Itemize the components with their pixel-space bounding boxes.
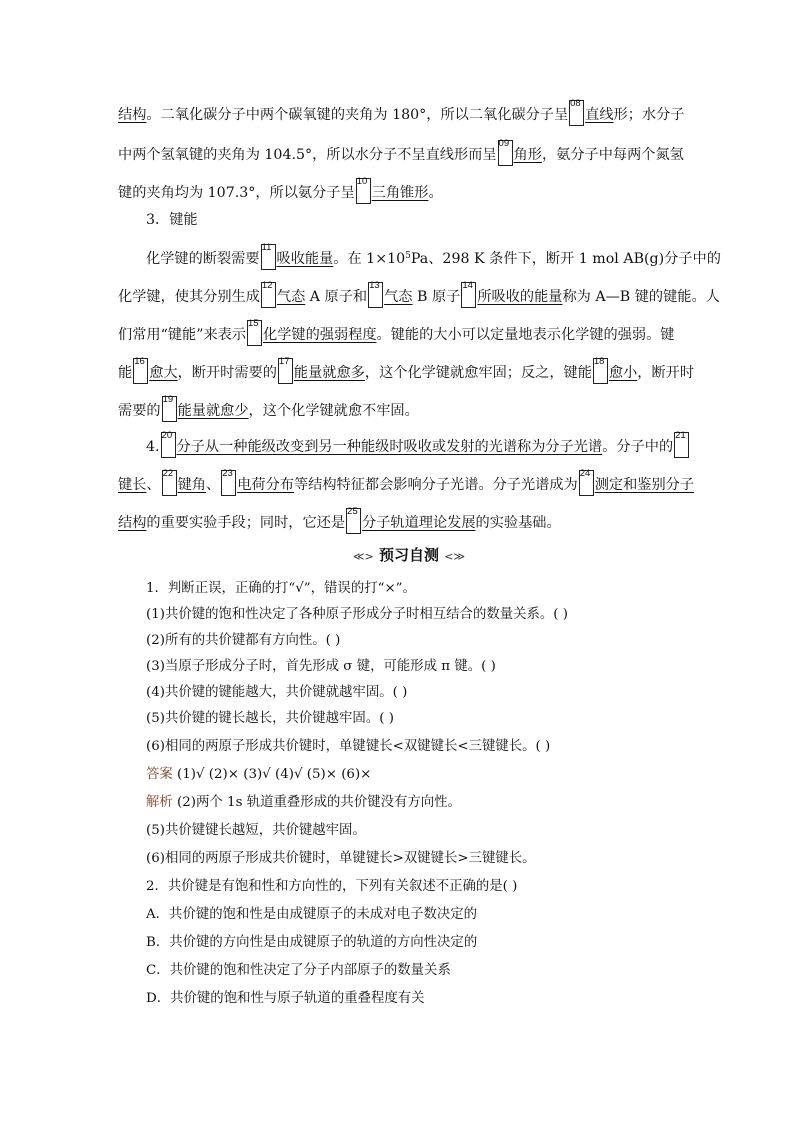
text-line: [118, 280, 720, 308]
text-line: [146, 432, 706, 458]
answer-text: 能量就愈少: [177, 403, 249, 419]
text-run: 化学键，使其分别生成: [118, 289, 260, 305]
question-item: (1)共价键的饱和性决定了各种原子形成分子时相互结合的数量关系。( ): [146, 607, 568, 622]
answer-text: 分子从一种能级改变到另一种能级时吸收或发射的光谱称为分子光谱: [176, 439, 603, 455]
blank-marker: 23: [221, 470, 236, 496]
text-run: Pa、298 K 条件下，断开 1 mol AB(g)分子中的: [410, 251, 721, 267]
option-item: D．共价键的饱和性与原子轨道的重叠程度有关: [146, 991, 425, 1006]
blank-marker: 16: [133, 358, 148, 384]
answer-line: [146, 766, 706, 784]
blank-marker: 25: [346, 508, 361, 534]
answer-text: (1)√ (2)× (3)√ (4)√ (5)× (6)×: [172, 767, 372, 782]
question-item: (2)所有的共价键都有方向性。( ): [146, 633, 341, 648]
text-line: [146, 242, 721, 270]
question-item: (6)相同的两原子形成共价键时，单键键长<双键键长<三键键长。( ): [146, 739, 551, 754]
text-line: [118, 138, 684, 166]
text-run: 。在 1×10: [333, 251, 406, 267]
blank-marker: 20: [161, 432, 176, 458]
superscript: 5: [405, 251, 411, 261]
text-line: [118, 356, 695, 384]
text-run: 、: [146, 477, 161, 493]
blank-marker: 11: [261, 244, 276, 270]
text-run: 键的夹角均为 107.3°，所以氨分子呈: [118, 185, 355, 201]
blank-marker: 17: [278, 358, 293, 384]
answer-text: 气态: [384, 289, 413, 305]
blank-marker: 12: [261, 282, 276, 308]
answer-text: 所吸收的能量: [477, 289, 563, 305]
question-stem: 2．共价键是有饱和性和方向性的，下列有关叙述不正确的是( ): [146, 879, 518, 894]
text-line: [118, 396, 678, 422]
text-run: 中两个氢氧键的夹角为 104.5°，所以水分子不呈直线形而呈: [118, 147, 497, 163]
text-run: ，断开时需要的: [177, 365, 277, 381]
text-run: ，氨分子中每两个氮氢: [541, 147, 684, 163]
text-run: 需要的: [118, 403, 161, 419]
answer-text: 气态: [276, 289, 306, 305]
text-run: 。键能的大小可以定量地表示化学键的强弱。键: [376, 327, 675, 343]
text-run: ，断开时: [637, 365, 695, 381]
text-run: B 原子: [412, 289, 461, 305]
decorative-chevron-icon: ≪>: [353, 550, 374, 563]
blank-marker: 14: [461, 282, 476, 308]
blank-marker: 09: [498, 140, 513, 166]
analysis-text: (2)两个 1s 轨道重叠形成的共价键没有方向性。: [172, 795, 461, 810]
question-item: (3)当原子形成分子时，首先形成 σ 键，可能形成 π 键。( ): [146, 659, 496, 674]
question-item: (5)共价键的键长越长，共价键越牢固。( ): [146, 711, 394, 726]
text-run: 能: [118, 365, 133, 381]
blank-marker: 15: [247, 320, 262, 346]
text-line: [118, 320, 678, 346]
answer-label: 答案: [146, 767, 173, 782]
answer-text: 结构: [118, 107, 147, 123]
blank-marker: 18: [593, 358, 608, 384]
text-run: 们常用“键能”来表示: [118, 327, 247, 343]
blank-marker: 13: [368, 282, 383, 308]
answer-text: 电荷分布: [237, 477, 294, 493]
answer-text: 吸收能量: [276, 251, 334, 267]
option-item: B．共价键的方向性是由成键原子的轨道的方向性决定的: [146, 935, 478, 950]
text-run: 、: [205, 477, 221, 493]
answer-text: 三角锥形: [371, 185, 429, 201]
section-heading: 3．键能: [146, 212, 198, 228]
analysis-label: 解析: [146, 795, 173, 810]
text-run: 的实验基础。: [475, 515, 561, 531]
blank-marker: 19: [162, 396, 177, 422]
text-line: [118, 508, 678, 534]
question-stem: 1．判断正误，正确的打“√”，错误的打“×”。: [146, 581, 416, 596]
option-item: C．共价键的饱和性决定了分子内部原子的数量关系: [146, 963, 451, 978]
answer-text: 键长: [118, 477, 147, 493]
text-run: 的重要实验手段；同时，它还是: [146, 515, 346, 531]
text-run: 。: [428, 185, 443, 201]
text-run: 形；水分子: [613, 107, 685, 123]
answer-text: 结构: [118, 515, 147, 531]
text-run: 等结构特征都会影响分子光谱。分子光谱成为: [293, 477, 578, 493]
analysis-line: [146, 794, 706, 812]
text-run: ，这个化学键就愈不牢固。: [248, 403, 419, 419]
blank-marker: 21: [674, 432, 689, 458]
question-item: (4)共价键的键能越大，共价键就越牢固。( ): [146, 685, 408, 700]
text-run: 化学键的断裂需要: [146, 251, 260, 267]
answer-text: 直线: [585, 107, 614, 123]
text-run: 4.: [146, 439, 160, 455]
answer-text: 分子轨道理论发展: [362, 515, 476, 531]
decorative-chevron-icon: <≫: [444, 550, 465, 563]
blank-marker: 08: [569, 100, 584, 126]
text-run: 。分子中的: [602, 439, 674, 455]
text-line: [118, 468, 695, 496]
blank-marker: 10: [356, 178, 371, 204]
option-item: A．共价键的饱和性是由成键原子的未成对电子数决定的: [146, 907, 478, 922]
section-title-text: 预习自测: [378, 546, 439, 564]
answer-text: 愈小: [608, 365, 638, 381]
text-run: A 原子和: [305, 289, 368, 305]
blank-marker: 24: [579, 470, 594, 496]
blank-marker: 22: [162, 470, 177, 496]
answer-text: 化学键的强弱程度: [263, 327, 377, 343]
answer-text: 角形: [513, 147, 542, 163]
answer-text: 能量就愈多: [293, 365, 365, 381]
section-title: [344, 544, 474, 566]
text-run: ，这个化学键就愈牢固；反之，键能: [364, 365, 592, 381]
answer-text: 愈大: [149, 365, 178, 381]
text-run: 。二氧化碳分子中两个碳氧键的夹角为 180°，所以二氧化碳分子呈: [146, 107, 569, 123]
answer-text: 键角: [177, 477, 206, 493]
answer-text: 测定和鉴别分子: [594, 477, 695, 493]
text-line: [118, 98, 685, 126]
analysis-line: (6)相同的两原子形成共价键时，单键键长>双键键长>三键键长。: [146, 851, 536, 866]
text-line: [118, 178, 678, 204]
text-run: 称为 A—B 键的键能。人: [562, 289, 720, 305]
analysis-line: (5)共价键键长越短，共价键越牢固。: [146, 823, 366, 838]
